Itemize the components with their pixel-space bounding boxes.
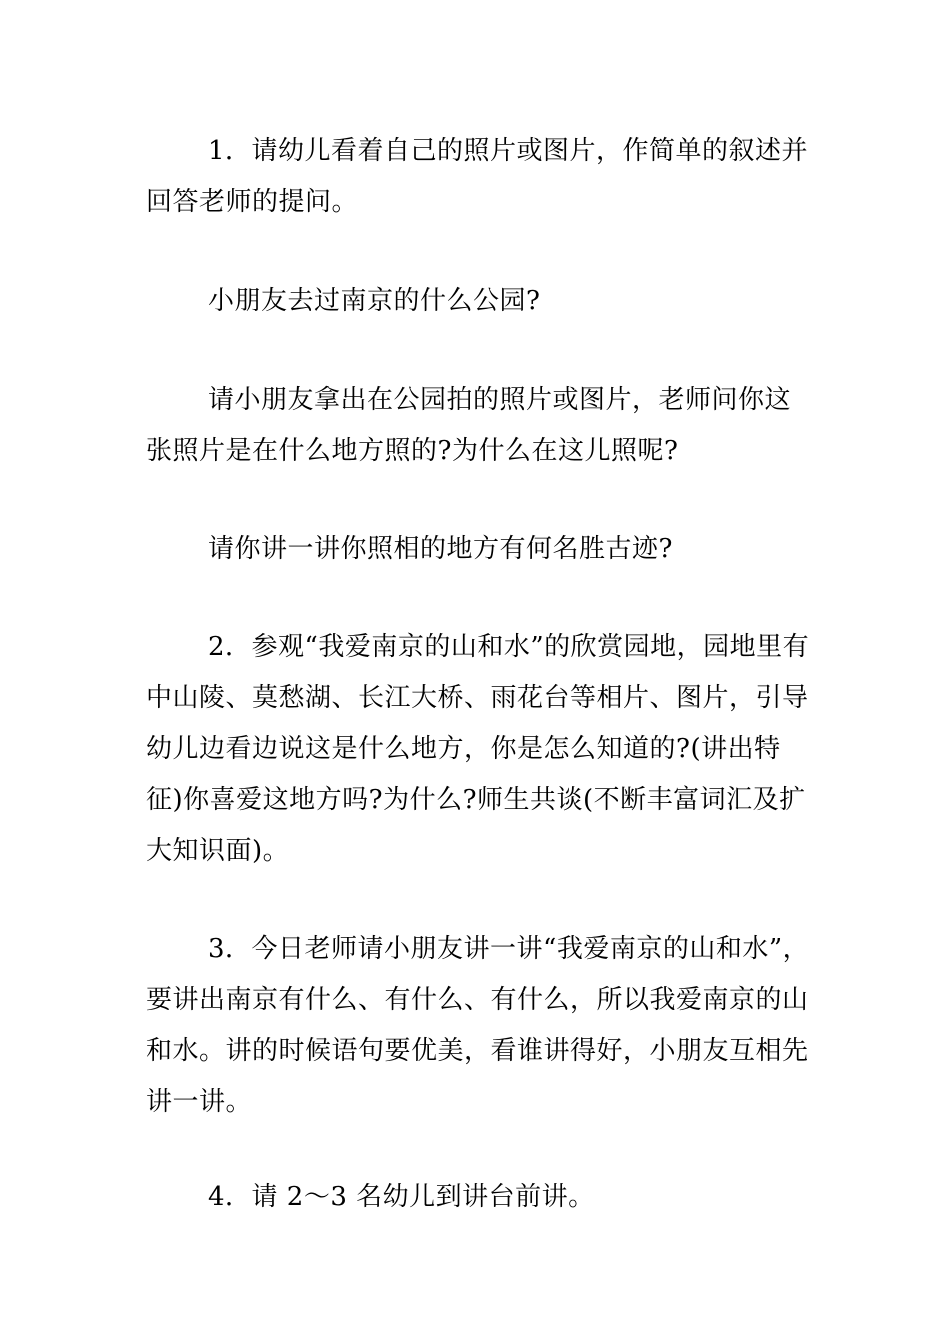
paragraph-landmark-question: 请你讲一讲你照相的地方有何名胜古迹? (208, 534, 673, 564)
paragraph-question-park: 小朋友去过南京的什么公园? (208, 286, 541, 316)
paragraph-step-4: 4．请 2～3 名幼儿到讲台前讲。 (208, 1182, 595, 1212)
paragraph-step-2: 2．参观“我爱南京的山和水”的欣赏园地，园地里有中山陵、莫愁湖、长江大桥、雨花台等相片、图片，引导幼儿边看边说这是什么地方，你是怎么知道的?(讲出特征)你喜爱这地方吗?为什么?师生共谈(不断丰富词汇及扩大知识面)。 (146, 632, 810, 866)
paragraph-photo-question: 请小朋友拿出在公园拍的照片或图片，老师问你这张照片是在什么地方照的?为什么在这儿照呢? (146, 385, 792, 466)
paragraph-step-1: 1．请幼儿看着自己的照片或图片，作简单的叙述并回答老师的提问。 (146, 136, 809, 217)
paragraph-step-3: 3．今日老师请小朋友讲一讲“我爱南京的山和水”，要讲出南京有什么、有什么、有什么，所以我爱南京的山和水。讲的时候语句要优美，看谁讲得好，小朋友互相先讲一讲。 (146, 934, 810, 1117)
